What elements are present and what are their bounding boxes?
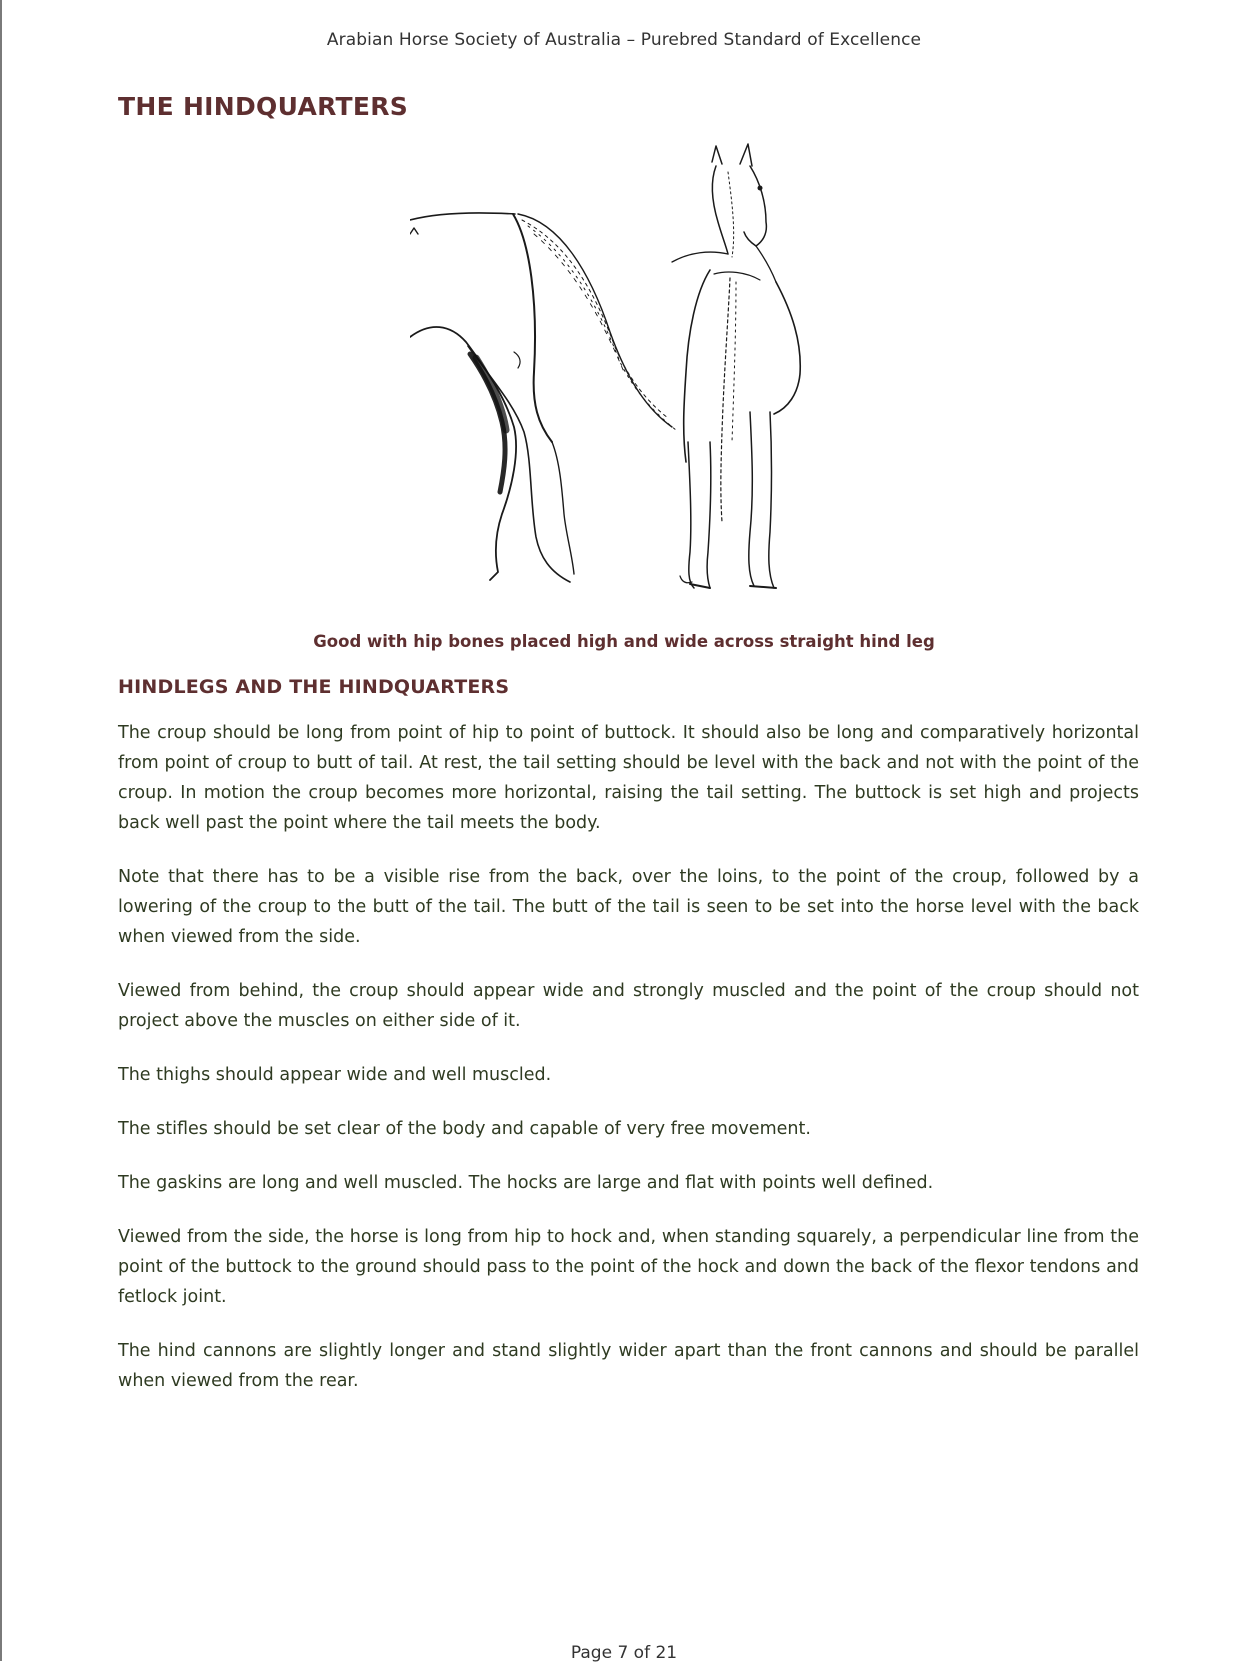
side-view-tail-hair	[522, 220, 668, 418]
rear-view-right-ear	[740, 144, 752, 166]
side-view-tail	[518, 214, 672, 427]
side-view-back-line	[410, 213, 515, 220]
page-left-border	[0, 0, 2, 1661]
paragraph-visible-rise: Note that there has to be a visible rise from the back, over the loins, to the point of the croup, followed by a lowering of the croup to the butt of the tail. The butt of the tail is seen to be set into the horse level with the back when viewed from the side.	[118, 867, 1139, 947]
page-number: Page 7 of 21	[570, 1643, 678, 1663]
section-title: THE HINDQUARTERS	[118, 92, 409, 121]
rear-view-left-ear	[712, 146, 722, 164]
side-view-point-mark	[410, 228, 418, 234]
rear-view-left-leg	[688, 442, 694, 588]
paragraph-gaskins: The gaskins are long and well muscled. The hocks are large and flat with points well defined.	[118, 1173, 934, 1193]
rear-view-tail	[721, 278, 730, 522]
body-text	[118, 718, 1139, 1420]
hindquarters-illustration	[410, 142, 850, 617]
paragraph-viewed-from-side: Viewed from the side, the horse is long from hip to hock and, when standing squarely, a perpendicular line from the point of the buttock to the ground should pass to the point of the hock and down the back of the flexor tendons and fetlock joint.	[118, 1227, 1139, 1307]
figure-caption: Good with hip bones placed high and wide across straight hind leg	[313, 632, 935, 651]
paragraph-viewed-from-behind: Viewed from behind, the croup should appear wide and strongly muscled and the point of the croup should not project above the muscles on either side of it.	[118, 981, 1139, 1031]
subsection-heading: HINDLEGS AND THE HINDQUARTERS	[118, 676, 510, 698]
rear-view-mane	[728, 172, 734, 257]
side-view-hind-leg	[410, 327, 516, 580]
rear-view-right-leg	[749, 412, 754, 586]
rear-view-left-hip	[684, 270, 710, 462]
paragraph-stifles: The stifles should be set clear of the body and capable of very free movement.	[118, 1119, 811, 1139]
rear-view-right-hip	[774, 282, 800, 414]
rear-view-head	[712, 166, 728, 254]
rear-view-back	[672, 252, 728, 262]
paragraph-thighs: The thighs should appear wide and well muscled.	[118, 1065, 552, 1085]
horse-sketch	[410, 142, 850, 617]
paragraph-hind-cannons: The hind cannons are slightly longer and stand slightly wider apart than the front cannons and should be parallel when viewed from the rear.	[118, 1341, 1139, 1391]
running-header: Arabian Horse Society of Australia – Purebred Standard of Excellence	[326, 30, 922, 50]
paragraph-croup: The croup should be long from point of hip to point of buttock. It should also be long and comparatively horizontal from point of croup to butt of tail. At rest, the tail setting should be level with the back and not with the point of the croup. In motion the croup becomes more horizontal, raising the tail setting. The buttock is set high and projects back well past the point where the tail meets the body.	[118, 723, 1139, 833]
side-view-buttock	[513, 214, 552, 442]
